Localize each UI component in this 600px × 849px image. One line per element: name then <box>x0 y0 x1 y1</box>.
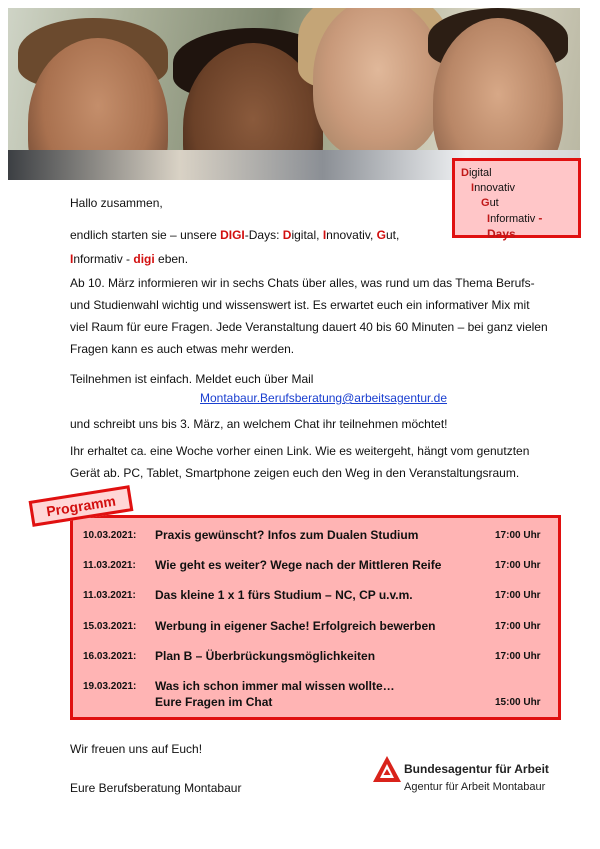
program-title: Praxis gewünscht? Infos zum Dualen Studium <box>155 528 419 542</box>
program-time: 17:00 Uhr <box>495 621 541 632</box>
intro-d: D <box>282 228 292 242</box>
word-informativ: nformativ <box>490 213 539 225</box>
program-box <box>70 515 561 720</box>
header-photo <box>8 8 580 180</box>
program-date: 11.03.2021: <box>83 590 136 601</box>
intro-i: I <box>322 228 327 242</box>
intro-end: eben. <box>154 252 189 266</box>
intro-digital: igital, <box>291 228 323 242</box>
word-gut: ut <box>489 197 499 209</box>
intro-i2: I <box>70 252 74 266</box>
program-date: 19.03.2021: <box>83 681 137 692</box>
paragraph-info: Ab 10. März informieren wir in sechs Chats über alles, was rund um das Thema Berufs- und Studienwahl wichtig und wissenswert ist. Es erwartet euch ein informativer Mix mit viel Raum für eure Fragen. Jede Veranstaltung dauert 40 bis 60 Minuten – bei ganz vielen Fragen kann es auch etwas mehr werden. <box>70 276 548 356</box>
intro-text-b: -Days: <box>244 228 283 242</box>
email-link[interactable]: Montabaur.Berufsberatung@arbeitsagentur.de <box>200 391 448 405</box>
paragraph-link: Ihr erhaltet ca. eine Woche vorher einen Link. Wie es weitergeht, hängt vom genutzten Gerät ab. PC, Tablet, Smartphone zeigen euch den Weg in den Veranstaltungsraum. <box>70 444 530 480</box>
paragraph-signup: Teilnehmen ist einfach. Meldet euch über Mail <box>70 372 314 386</box>
person-face-3 <box>313 8 443 158</box>
intro-line-2 <box>70 248 188 270</box>
intro-digi-lower: digi <box>133 252 155 266</box>
closing-signature: Eure Berufsberatung Montabaur <box>70 781 242 795</box>
program-label: Programm <box>29 485 134 527</box>
org-subname: Agentur für Arbeit Montabaur <box>404 781 546 793</box>
program-time: 17:00 Uhr <box>495 530 541 541</box>
program-date: 16.03.2021: <box>83 651 137 662</box>
program-title: Werbung in eigener Sache! Erfolgreich bewerben <box>155 619 436 633</box>
letter-i: I <box>471 182 475 194</box>
program-time: 15:00 Uhr <box>495 697 541 708</box>
program-date: 11.03.2021: <box>83 560 136 571</box>
intro-gut: ut, <box>385 228 400 242</box>
word-innovativ: nnovativ <box>474 182 516 194</box>
program-title-2: Eure Fragen im Chat <box>155 695 273 709</box>
closing-greeting: Wir freuen uns auf Euch! <box>70 742 203 756</box>
intro-informativ: nformativ - <box>73 252 134 266</box>
intro-text-a: endlich starten sie – unsere <box>70 228 221 242</box>
intro-line-1 <box>70 224 399 246</box>
org-name: Bundesagentur für Arbeit <box>404 762 549 776</box>
intro-digi: DIGI <box>220 228 245 242</box>
word-digital: igital <box>468 167 492 179</box>
program-title: Das kleine 1 x 1 fürs Studium – NC, CP u.v.m. <box>155 588 413 602</box>
program-title: Wie geht es weiter? Wege nach der Mittleren Reife <box>155 558 442 572</box>
letter-i2: I <box>487 213 491 225</box>
program-title: Plan B – Überbrückungsmöglichkeiten <box>155 649 376 663</box>
program-time: 17:00 Uhr <box>495 651 541 662</box>
program-title: Was ich schon immer mal wissen wollte… <box>155 679 395 693</box>
word-days: - Days <box>487 211 543 241</box>
letter-g: G <box>481 197 490 209</box>
letter-d: D <box>461 167 469 179</box>
intro-innovativ: nnovativ, <box>326 228 377 242</box>
program-time: 17:00 Uhr <box>495 560 541 571</box>
program-time: 17:00 Uhr <box>495 590 541 601</box>
greeting: Hallo zusammen, <box>70 196 163 210</box>
program-date: 15.03.2021: <box>83 621 137 632</box>
program-date: 10.03.2021: <box>83 530 137 541</box>
intro-g: G <box>376 228 386 242</box>
bundesagentur-logo-icon <box>372 755 402 783</box>
paragraph-deadline: und schreibt uns bis 3. März, an welchem Chat ihr teilnehmen möchtet! <box>70 417 448 431</box>
digi-days-box <box>452 158 581 241</box>
